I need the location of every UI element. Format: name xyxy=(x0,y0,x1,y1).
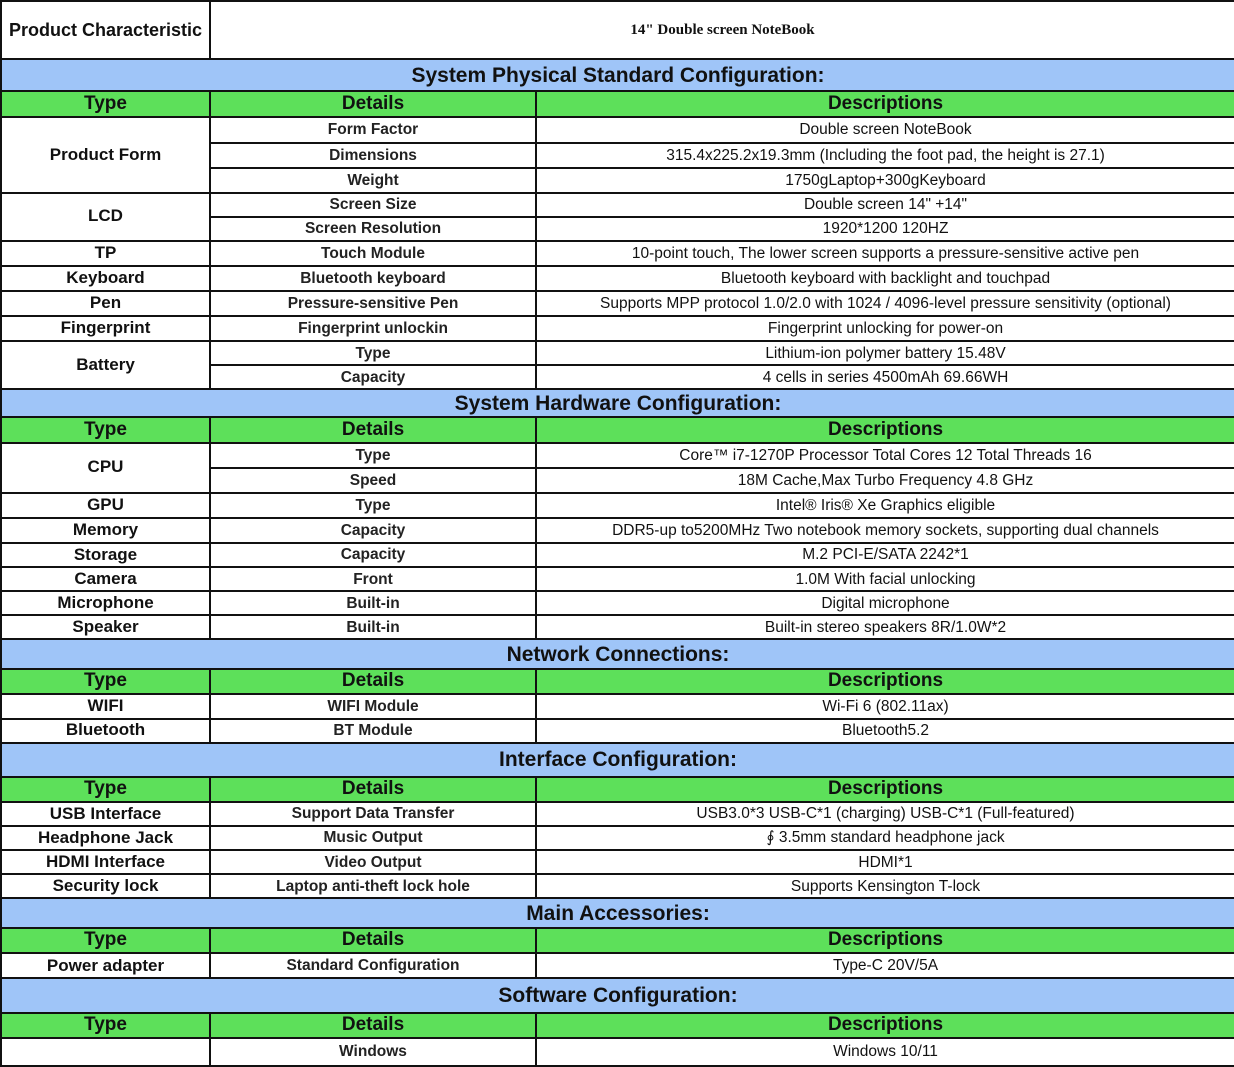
detail-cell: Bluetooth keyboard xyxy=(210,266,536,291)
type-cell: USB Interface xyxy=(1,802,210,826)
table-row xyxy=(1,193,1234,217)
description-cell: 4 cells in series 4500mAh 69.66WH xyxy=(536,365,1234,389)
product-header-row xyxy=(1,1,1234,59)
table-row xyxy=(1,802,1234,826)
description-cell: Type-C 20V/5A xyxy=(536,953,1234,978)
description-cell: ∮ 3.5mm standard headphone jack xyxy=(536,826,1234,850)
type-cell: GPU xyxy=(1,493,210,518)
type-cell: Product Form xyxy=(1,117,210,192)
type-cell: Headphone Jack xyxy=(1,826,210,850)
table-row xyxy=(1,316,1234,341)
description-cell: Lithium-ion polymer battery 15.48V xyxy=(536,341,1234,365)
table-row xyxy=(1,615,1234,639)
type-cell: Security lock xyxy=(1,874,210,898)
description-cell: Built-in stereo speakers 8R/1.0W*2 xyxy=(536,615,1234,639)
table-row xyxy=(1,591,1234,615)
column-header-details: Details xyxy=(210,777,536,802)
column-header-type: Type xyxy=(1,669,210,694)
detail-cell: Fingerprint unlockin xyxy=(210,316,536,341)
column-header-descriptions: Descriptions xyxy=(536,91,1234,117)
column-header-type: Type xyxy=(1,928,210,953)
type-cell: Keyboard xyxy=(1,266,210,291)
detail-cell: Laptop anti-theft lock hole xyxy=(210,874,536,898)
type-cell xyxy=(1,1038,210,1066)
type-cell: Speaker xyxy=(1,615,210,639)
type-cell: Storage xyxy=(1,543,210,567)
section-title-accessories: Main Accessories: xyxy=(1,898,1234,928)
section-title-row xyxy=(1,389,1234,417)
column-header-descriptions: Descriptions xyxy=(536,1013,1234,1038)
column-header-row xyxy=(1,417,1234,442)
detail-cell: Capacity xyxy=(210,365,536,389)
type-cell: Camera xyxy=(1,567,210,591)
section-title-row xyxy=(1,59,1234,91)
detail-cell: Music Output xyxy=(210,826,536,850)
column-header-row xyxy=(1,928,1234,953)
column-header-details: Details xyxy=(210,91,536,117)
table-row xyxy=(1,443,1234,468)
detail-cell: Type xyxy=(210,443,536,468)
type-cell: TP xyxy=(1,241,210,266)
description-cell: Bluetooth5.2 xyxy=(536,719,1234,743)
detail-cell: Dimensions xyxy=(210,143,536,168)
column-header-descriptions: Descriptions xyxy=(536,777,1234,802)
detail-cell: Built-in xyxy=(210,591,536,615)
description-cell: HDMI*1 xyxy=(536,850,1234,874)
detail-cell: Built-in xyxy=(210,615,536,639)
column-header-type: Type xyxy=(1,417,210,442)
detail-cell: WIFI Module xyxy=(210,694,536,718)
column-header-details: Details xyxy=(210,669,536,694)
table-row xyxy=(1,241,1234,266)
type-cell: Bluetooth xyxy=(1,719,210,743)
detail-cell: Weight xyxy=(210,168,536,193)
section-title-network: Network Connections: xyxy=(1,639,1234,669)
detail-cell: Support Data Transfer xyxy=(210,802,536,826)
description-cell: M.2 PCI-E/SATA 2242*1 xyxy=(536,543,1234,567)
column-header-row xyxy=(1,91,1234,117)
table-row xyxy=(1,543,1234,567)
type-cell: Memory xyxy=(1,518,210,543)
description-cell: Double screen NoteBook xyxy=(536,117,1234,142)
column-header-details: Details xyxy=(210,1013,536,1038)
detail-cell: Screen Size xyxy=(210,193,536,217)
table-row xyxy=(1,341,1234,365)
section-title-row xyxy=(1,743,1234,777)
description-cell: Intel® Iris® Xe Graphics eligible xyxy=(536,493,1234,518)
section-title-physical: System Physical Standard Configuration: xyxy=(1,59,1234,91)
table-row xyxy=(1,826,1234,850)
description-cell: USB3.0*3 USB-C*1 (charging) USB-C*1 (Full-featured) xyxy=(536,802,1234,826)
type-cell: CPU xyxy=(1,443,210,493)
column-header-details: Details xyxy=(210,417,536,442)
table-row xyxy=(1,291,1234,316)
column-header-row xyxy=(1,777,1234,802)
table-row xyxy=(1,518,1234,543)
description-cell: Digital microphone xyxy=(536,591,1234,615)
description-cell: Double screen 14" +14" xyxy=(536,193,1234,217)
section-title-software: Software Configuration: xyxy=(1,978,1234,1012)
description-cell: Fingerprint unlocking for power-on xyxy=(536,316,1234,341)
table-row xyxy=(1,117,1234,142)
type-cell: Fingerprint xyxy=(1,316,210,341)
description-cell: 1920*1200 120HZ xyxy=(536,217,1234,241)
detail-cell: Pressure-sensitive Pen xyxy=(210,291,536,316)
section-title-row xyxy=(1,898,1234,928)
table-row xyxy=(1,567,1234,591)
column-header-descriptions: Descriptions xyxy=(536,928,1234,953)
table-row xyxy=(1,266,1234,291)
description-cell: Supports Kensington T-lock xyxy=(536,874,1234,898)
type-cell: HDMI Interface xyxy=(1,850,210,874)
column-header-descriptions: Descriptions xyxy=(536,417,1234,442)
detail-cell: Capacity xyxy=(210,518,536,543)
table-row xyxy=(1,953,1234,978)
detail-cell: Touch Module xyxy=(210,241,536,266)
section-title-row xyxy=(1,639,1234,669)
detail-cell: Type xyxy=(210,341,536,365)
table-row xyxy=(1,850,1234,874)
description-cell: Wi-Fi 6 (802.11ax) xyxy=(536,694,1234,718)
type-cell: Battery xyxy=(1,341,210,389)
detail-cell: Front xyxy=(210,567,536,591)
description-cell: Bluetooth keyboard with backlight and touchpad xyxy=(536,266,1234,291)
type-cell: LCD xyxy=(1,193,210,241)
table-row xyxy=(1,1038,1234,1066)
description-cell: 315.4x225.2x19.3mm (Including the foot pad, the height is 27.1) xyxy=(536,143,1234,168)
column-header-type: Type xyxy=(1,91,210,117)
detail-cell: Speed xyxy=(210,468,536,493)
section-title-row xyxy=(1,978,1234,1012)
column-header-type: Type xyxy=(1,777,210,802)
description-cell: 10-point touch, The lower screen supports a pressure-sensitive active pen xyxy=(536,241,1234,266)
detail-cell: Capacity xyxy=(210,543,536,567)
table-row xyxy=(1,874,1234,898)
column-header-row xyxy=(1,669,1234,694)
type-cell: Power adapter xyxy=(1,953,210,978)
column-header-descriptions: Descriptions xyxy=(536,669,1234,694)
column-header-type: Type xyxy=(1,1013,210,1038)
type-cell: Microphone xyxy=(1,591,210,615)
type-cell: Pen xyxy=(1,291,210,316)
detail-cell: Screen Resolution xyxy=(210,217,536,241)
column-header-details: Details xyxy=(210,928,536,953)
description-cell: Core™ i7-1270P Processor Total Cores 12 Total Threads 16 xyxy=(536,443,1234,468)
table-row xyxy=(1,719,1234,743)
detail-cell: BT Module xyxy=(210,719,536,743)
detail-cell: Video Output xyxy=(210,850,536,874)
column-header-row xyxy=(1,1013,1234,1038)
description-cell: 1.0M With facial unlocking xyxy=(536,567,1234,591)
description-cell: Windows 10/11 xyxy=(536,1038,1234,1066)
section-title-hardware: System Hardware Configuration: xyxy=(1,389,1234,417)
description-cell: DDR5-up to5200MHz Two notebook memory sockets, supporting dual channels xyxy=(536,518,1234,543)
table-row xyxy=(1,694,1234,718)
product-name: 14" Double screen NoteBook xyxy=(210,1,1234,59)
detail-cell: Form Factor xyxy=(210,117,536,142)
table-row xyxy=(1,493,1234,518)
product-characteristic-label: Product Characteristic xyxy=(1,1,210,59)
section-title-interface: Interface Configuration: xyxy=(1,743,1234,777)
detail-cell: Type xyxy=(210,493,536,518)
description-cell: Supports MPP protocol 1.0/2.0 with 1024 / 4096-level pressure sensitivity (optional) xyxy=(536,291,1234,316)
detail-cell: Standard Configuration xyxy=(210,953,536,978)
description-cell: 18M Cache,Max Turbo Frequency 4.8 GHz xyxy=(536,468,1234,493)
detail-cell: Windows xyxy=(210,1038,536,1066)
type-cell: WIFI xyxy=(1,694,210,718)
description-cell: 1750gLaptop+300gKeyboard xyxy=(536,168,1234,193)
